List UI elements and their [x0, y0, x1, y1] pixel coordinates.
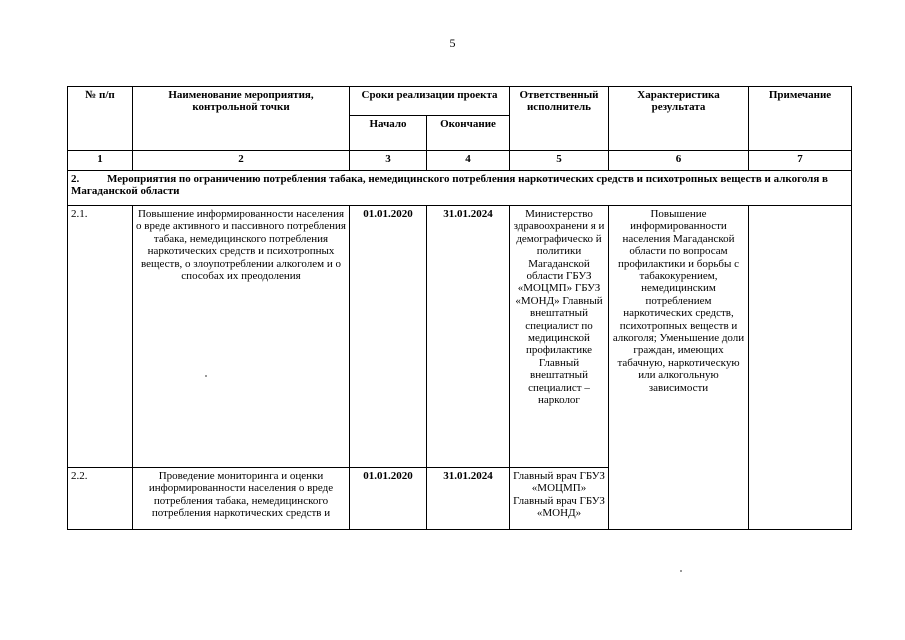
- column-number: 3: [350, 151, 427, 171]
- table-row: [68, 206, 852, 468]
- scan-speck: [205, 375, 207, 377]
- header-result: Характеристика результата: [609, 87, 749, 151]
- row-responsible: Министерство здравоохранени я и демографическо й политики Магаданской области ГБУЗ «МОЦМП» ГБУЗ «МОНД» Главный внештатный специалист по медицинской профилактике Главный внештатный специалист – нарколог: [510, 206, 609, 468]
- row-start: 01.01.2020: [350, 206, 427, 468]
- section-title: Мероприятия по ограничению потребления табака, немедицинского потребления наркотических средств и психотропных веществ и алкоголя в Магаданской области: [71, 173, 828, 198]
- column-number: 7: [749, 151, 852, 171]
- row-result: Повышение информированности населения Магаданской области по вопросам профилактики и борьбы с табакокурением, немедицинским потреблением наркотических средств, психотропных веществ и алкоголя; Уменьшение доли граждан, имеющих табачную, наркотическую или алкогольную зависимости: [609, 206, 749, 530]
- page-number: 5: [449, 36, 456, 50]
- row-number: 2.2.: [68, 468, 133, 530]
- plan-table: [67, 86, 852, 530]
- column-number: 2: [133, 151, 350, 171]
- row-end: 31.01.2024: [427, 206, 510, 468]
- header-start: Начало: [350, 116, 427, 151]
- header-responsible: Ответственный исполнитель: [510, 87, 609, 151]
- row-number: 2.1.: [68, 206, 133, 468]
- column-number-row: [68, 151, 852, 171]
- column-number: 4: [427, 151, 510, 171]
- column-number: 6: [609, 151, 749, 171]
- row-note: [749, 206, 852, 530]
- row-responsible: Главный врач ГБУЗ «МОЦМП» Главный врач ГБУЗ «МОНД»: [510, 468, 609, 530]
- header-end: Окончание: [427, 116, 510, 151]
- row-start: 01.01.2020: [350, 468, 427, 530]
- header-note: Примечание: [749, 87, 852, 151]
- section-row: [68, 171, 852, 206]
- header-number: № п/п: [68, 87, 133, 151]
- column-number: 5: [510, 151, 609, 171]
- row-end: 31.01.2024: [427, 468, 510, 530]
- scan-speck: [680, 570, 682, 572]
- column-number: 1: [68, 151, 133, 171]
- header-name: Наименование мероприятия, контрольной точки: [133, 87, 350, 151]
- header-terms: Сроки реализации проекта: [350, 87, 510, 116]
- section-number: 2.: [71, 173, 80, 185]
- row-name: Проведение мониторинга и оценки информированности населения о вреде потребления табака, немедицинского потребления наркотических средств и: [133, 468, 350, 530]
- row-name: Повышение информированности населения о вреде активного и пассивного потребления табака, немедицинского потребления наркотических средств и психотропных веществ, о злоупотреблении алкоголем и о способах их преодоления: [133, 206, 350, 468]
- header-row: [68, 87, 852, 116]
